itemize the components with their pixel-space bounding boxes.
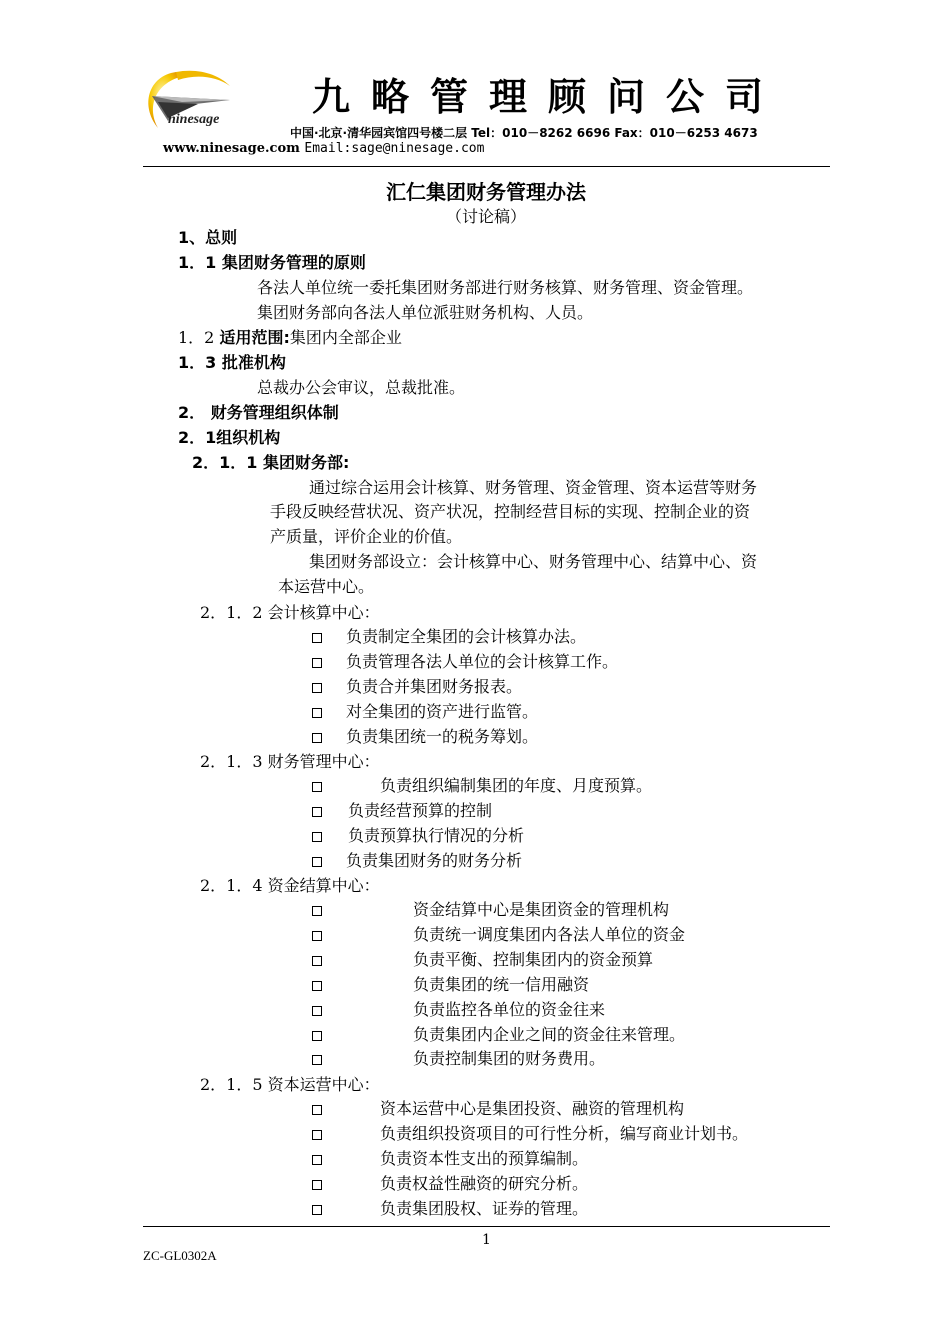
paragraph-s2-1-1-b1: 集团财务部设立：会计核算中心、财务管理中心、结算中心、资 [309, 552, 758, 571]
checkbox-icon [312, 658, 322, 668]
heading-s1-1: 1．1 集团财务管理的原则 [178, 253, 366, 272]
checkbox-icon [312, 956, 322, 966]
document-subtitle: （讨论稿） [445, 207, 526, 226]
paragraph-s2-1-1-a1: 通过综合运用会计核算、财务管理、资金管理、资本运营等财务 [309, 478, 758, 497]
document-title: 汇仁集团财务管理办法 [386, 180, 586, 204]
heading-s2-1-5: 2．1．5 资本运营中心： [200, 1075, 380, 1094]
checkbox-icon [312, 683, 322, 693]
checkbox-icon [312, 1105, 322, 1115]
heading-s2-1: 2．1组织机构 [178, 428, 281, 447]
paragraph-s1-3: 总裁办公会审议，总裁批准。 [257, 378, 466, 397]
checkbox-icon [312, 782, 322, 792]
header-divider [143, 166, 830, 167]
company-address: 中国·北京·清华园宾馆四号楼二层 Tel：010－8262 6696 Fax：010－6253 4673 [290, 126, 758, 140]
checkbox-icon [312, 633, 322, 643]
heading-s1-2 [178, 328, 402, 348]
website-link[interactable]: www.ninesage.com [163, 141, 300, 156]
paragraph-s1-1-b: 集团财务部向各法人单位派驻财务机构、人员。 [257, 303, 594, 322]
checkbox-icon [312, 1205, 322, 1215]
checkbox-icon [312, 733, 322, 743]
checkbox-icon [312, 1006, 322, 1016]
checkbox-icon [312, 1055, 322, 1065]
checkbox-icon [312, 807, 322, 817]
checkbox-icon [312, 708, 322, 718]
heading-s2: 2． 财务管理组织体制 [178, 403, 339, 422]
checkbox-icon [312, 906, 322, 916]
heading-s1-2-number: 1．2 [178, 328, 215, 347]
checkbox-icon [312, 931, 322, 941]
checkbox-icon [312, 832, 322, 842]
company-name: 九略管理顾问公司 [312, 74, 785, 119]
heading-s1-2-text: 集团内全部企业 [289, 328, 402, 347]
checkbox-icon [312, 1031, 322, 1041]
heading-s2-1-4: 2．1．4 资金结算中心： [200, 876, 380, 895]
heading-s1: 1、总则 [178, 228, 238, 247]
document-code: ZC-GL0302A [143, 1248, 217, 1263]
paragraph-s2-1-1-a2: 手段反映经营状况、资产状况，控制经营目标的实现、控制企业的资 [270, 502, 751, 521]
heading-s1-3: 1．3 批准机构 [178, 353, 286, 372]
paragraph-s2-1-1-b2: 本运营中心。 [278, 577, 375, 596]
paragraph-s1-1-a: 各法人单位统一委托集团财务部进行财务核算、财务管理、资金管理。 [257, 278, 754, 297]
footer-divider [143, 1226, 830, 1227]
email-link[interactable]: Email:sage@ninesage.com [304, 141, 485, 156]
checkbox-icon [312, 857, 322, 867]
heading-s2-1-3: 2．1．3 财务管理中心： [200, 752, 380, 771]
logo-wordmark: ninesage [168, 112, 220, 127]
heading-s1-2-label: 适用范围: [219, 328, 290, 347]
checkbox-icon [312, 981, 322, 991]
heading-s2-1-2: 2．1．2 会计核算中心： [200, 603, 380, 622]
company-contact [163, 141, 484, 156]
checkbox-icon [312, 1155, 322, 1165]
company-logo [138, 66, 263, 141]
checkbox-icon [312, 1180, 322, 1190]
heading-s2-1-1: 2．1．1 集团财务部: [192, 453, 350, 472]
paragraph-s2-1-1-a3: 产质量，评价企业的价值。 [270, 527, 463, 546]
checkbox-icon [312, 1130, 322, 1140]
page-number: 1 [482, 1232, 491, 1248]
